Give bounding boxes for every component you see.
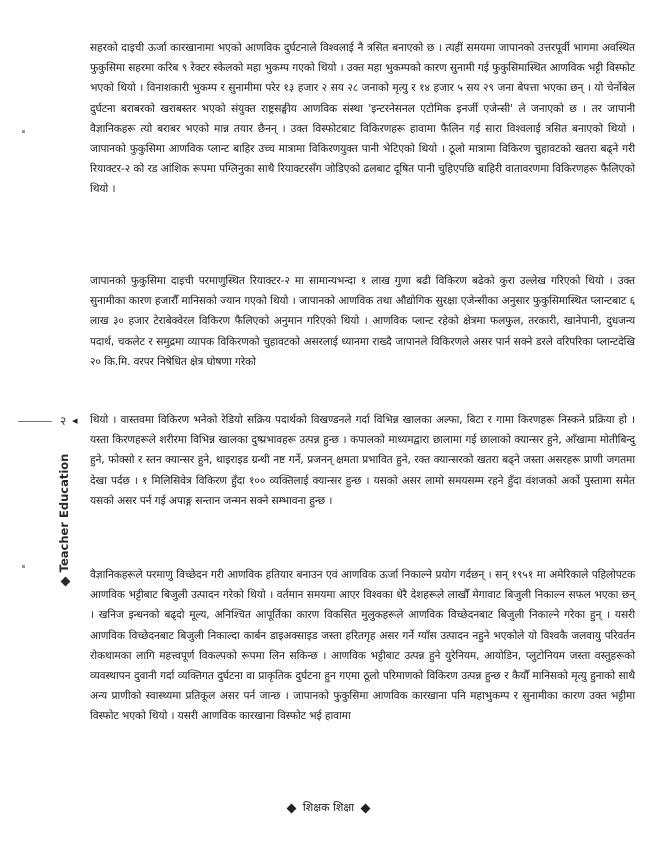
footer-title: शिक्षक शिक्षा bbox=[302, 801, 355, 814]
arrow-marker-icon: ◂ bbox=[72, 414, 78, 427]
body-text-block-1 bbox=[90, 38, 635, 205]
diamond-icon bbox=[286, 803, 296, 813]
body-text-block-2 bbox=[90, 271, 635, 377]
paragraph-3: थियो । वास्तवमा विकिरण भनेको रेडियो सक्रिय पदार्थको विखण्डनले गर्दा विभिन्न खालका अल्फा, बिटा र गामा किरणहरू निस्कने प्रक्रिया हो । यस्ता किरणहरूले शरीरमा विभिन्न खालका दुष्प्रभावहरू उत्पन्न हुन्छ । कपालको माध्यमद्वारा छालामा गई छालाको क्यान्सर हुने, आँखामा मोतीबिन्दु हुने, फोक्सो र स्तन क्यान्सर हुने, थाइराइड ग्रन्थी नष्ट गर्ने, प्रजनन् क्षमता प्रभावित हुने, रक्त क्यान्सरको खतरा बढ्ने जस्ता असरहरू प्राणी जगतमा देखा पर्दछ । १ मिलिसिवेत्र विकिरण हुँदा १०० व्यक्तिलाई क्यान्सर हुन्छ । यसको असर लामो समयसम्म रहने हुँदा वंशजको अर्को पुस्तामा समेत यसको असर पर्न गई अपाङ्ग सन्तान जन्मन सक्ने सम्भावना हुन्छ । bbox=[90, 414, 635, 507]
paragraph-1: सहरको दाइची ऊर्जा कारखानामा भएको आणविक दुर्घटनाले विश्वलाई नै त्रसित बनाएको छ । त्यहीं समयमा जापानको उत्तरपूर्वी भागमा अवस्थित फुकुसिमा सहरमा करिब ९ रेक्टर स्केलको महा भुकम्प गएको थियो । उक्त महा भुकम्पको कारण सुनामी गई फुकुसिमास्थित आणविक भट्टी विस्फोट भएको थियो । विनाशकारी भुकम्प र सुनामीमा परेर १३ हजार २ सय २८ जनाको मृत्यु र १४ हजार ५ सय २९ जना बेपत्ता भएका छन् । यो चेर्नोबेल दुर्घटना बराबरको खराबस्तर भएको संयुक्त राष्ट्रसङ्घीय आणविक संस्था 'इन्टरनेसनल एटोमिक इनर्जी एजेन्सी' ले जनाएको छ । तर जापानी वैज्ञानिकहरू त्यो बराबर भएको मान्न तयार छैनन् । उक्त विस्फोटबाट विकिरणहरू हावामा फैलिन गई सारा विश्वलाई त्रसित बनाएको थियो । जापानको फुकुसिमा आणविक प्लान्ट बाहिर उच्च मात्रामा विकिरणयुक्त पानी भेटिएको थियो । ठूलो मात्रामा विकिरण चुहावटको खतरा बढ्ने गरी रियाक्टर-२ को रड आंशिक रूपमा पग्लिनुका साथै रियाक्टरसँग जोडिएको ढलबाट दूषित पानी चुहिएपछि बाहिरी वातावरणमा विकिरणहरू फैलिएको थियो । bbox=[90, 42, 635, 196]
page-footer bbox=[0, 800, 657, 815]
paragraph-2: जापानको फुकुसिमा दाइची परमाणुस्थित रियाक्टर-२ मा सामान्यभन्दा १ लाख गुणा बढी विकिरण बढेको कुरा उल्लेख गरिएको थियो । उक्त सुनामीका कारण हजारौँ मानिसको ज्यान गएको थियो । जापानको आणविक तथा औद्योगिक सुरक्षा एजेन्सीका अनुसार फुकुसिमास्थित प्लान्टबाट ६ लाख ३० हजार टेराबेक्वेरल विकिरण फैलिएको अनुमान गरिएको थियो । आणविक प्लान्ट रहेको क्षेत्रमा फलफुल, तरकारी, खानेपानी, दुधजन्य पदार्थ, चकलेट र समुद्रमा व्यापक विकिरणको चुहावटको असरलाई ध्यानमा राख्दै जापानले विकिरणले असर पार्न सक्ने डरले वरिपरिका प्लान्टदेखि २० कि.मि. वरपर निषेधित क्षेत्र घोषणा गरेको bbox=[90, 275, 635, 368]
body-text-block-3 bbox=[90, 410, 635, 516]
sidebar-label bbox=[56, 440, 76, 600]
diamond-icon bbox=[361, 803, 371, 813]
page-number: २ bbox=[60, 414, 67, 428]
paragraph-4: वैज्ञानिकहरूले परमाणु विच्छेदन गरी आणविक हतियार बनाउन एवं आणविक ऊर्जा निकाल्ने प्रयोग गर्दछन् । सन् १९५१ मा अमेरिकाले पहिलोपटक आणविक भट्टीबाट बिजुली उत्पादन गरेको थियो । वर्तमान समयमा आएर विश्वका धेरै देशहरूले लाखौँ मेगावाट बिजुली निकाल्न सफल भएका छन् । खनिज इन्धनको बढ्दो मूल्य, अनिश्चित आपूर्तिका कारण विकसित मुलुकहरूले आणविक विच्छेदनबाट बिजुली निकाल्ने गरेका हुन् । यसरी आणविक विच्छेदनबाट बिजुली निकाल्दा कार्बन डाइअक्साइड जस्ता हरितगृह असर गर्ने ग्याँस उत्पादन नहुने भएकोले यो विश्वकै जलवायु परिवर्तन रोकथामका लागि महत्त्वपूर्ण विकल्पको रूपमा लिन सकिन्छ । आणविक भट्टीबाट उत्पन्न हुने युरेनियम, आयोडिन, प्लुटोनियम जस्ता वस्तुहरूको व्यवस्थापन दुवानी गर्दा व्यक्तिगत दुर्घटना वा प्राकृतिक दुर्घटना हुन गएमा ठूलो परिमाणको विकिरण उत्पन्न हुन्छ र कैयौँ मानिसको मृत्यु हुनाको साथै अन्य प्राणीको स्वास्थ्यमा प्रतिकूल असर पर्न जान्छ । जापानको फुकुसिमा आणविक कारखाना पनि महाभुकम्प र सुनामीका कारण उक्त भट्टीमा विस्फोट भएको थियो । यसरी आणविक कारखाना विस्फोट भई हावामा bbox=[90, 569, 635, 723]
scan-mark bbox=[22, 130, 25, 133]
body-text-block-4 bbox=[90, 565, 635, 732]
sidebar-title: Teacher Education bbox=[57, 453, 71, 573]
margin-rule bbox=[18, 421, 52, 422]
scan-mark bbox=[22, 565, 25, 568]
